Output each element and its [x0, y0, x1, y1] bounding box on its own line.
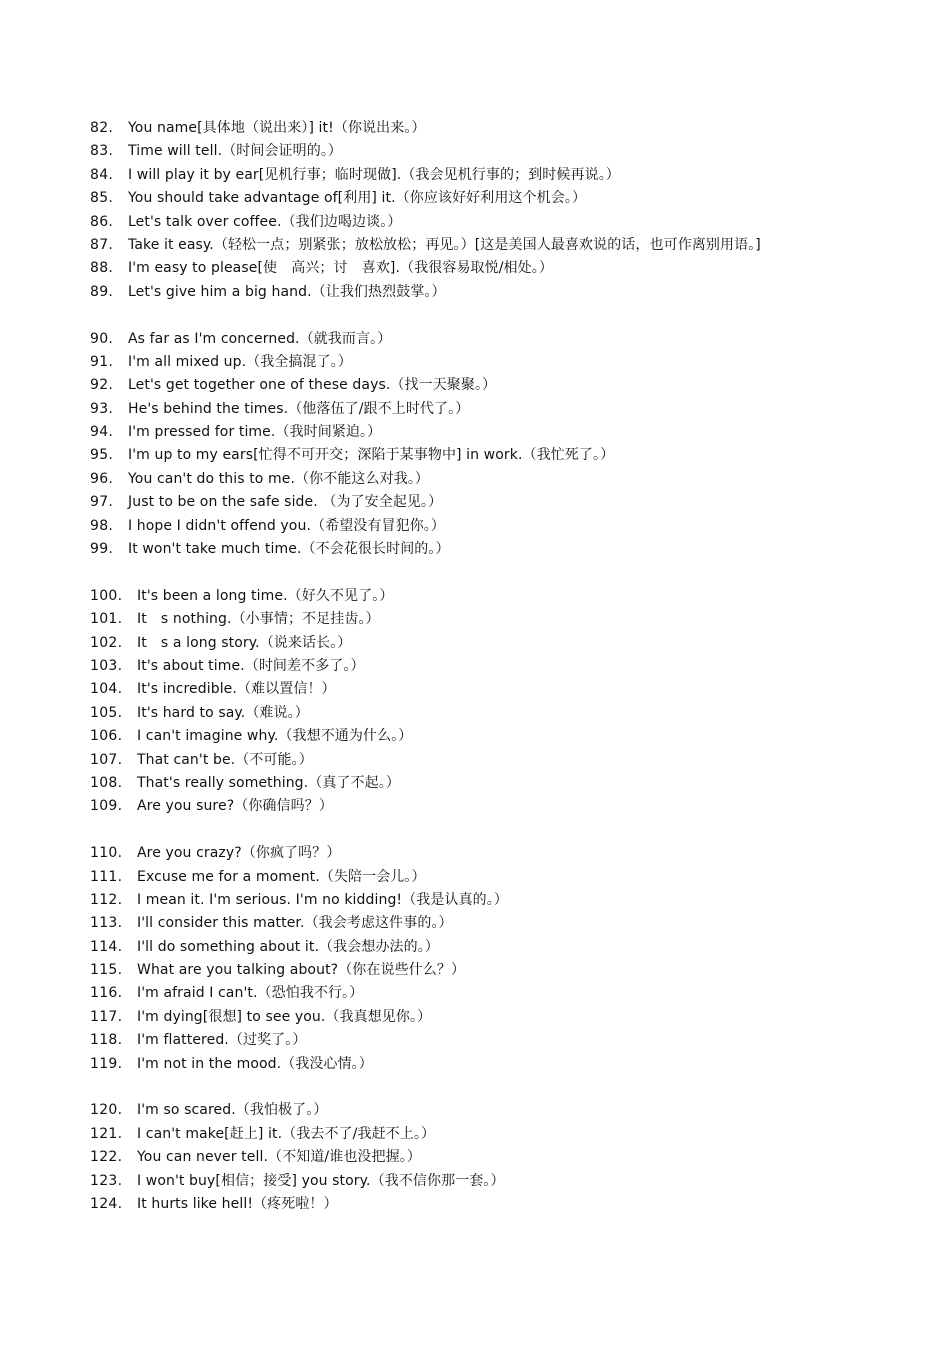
- phrase-number: 114.: [90, 938, 123, 955]
- phrase-item: [90, 632, 930, 655]
- phrase-text: Are you crazy?（你疯了吗？）: [137, 845, 341, 862]
- phrase-item: [90, 585, 930, 608]
- phrase-number: 88.: [90, 260, 114, 277]
- phrase-number: 120.: [90, 1102, 123, 1119]
- phrase-number: 104.: [90, 681, 123, 698]
- phrase-number: 119.: [90, 1055, 123, 1072]
- phrase-text: It s nothing.（小事情；不足挂齿。）: [137, 611, 380, 628]
- phrase-number: 124.: [90, 1195, 123, 1212]
- phrase-text: It's about time.（时间差不多了。）: [137, 657, 365, 674]
- phrase-group: [90, 842, 930, 1076]
- phrase-text: It's been a long time.（好久不见了。）: [137, 587, 394, 604]
- phrase-text: It's incredible.（难以置信！）: [137, 681, 336, 698]
- phrase-number: 97.: [90, 494, 114, 511]
- phrase-text: Time will tell.（时间会证明的。）: [128, 143, 343, 160]
- phrase-item: [90, 234, 930, 257]
- phrase-group: [90, 585, 930, 819]
- phrase-item: [90, 1029, 930, 1052]
- phrase-number: 94.: [90, 424, 114, 441]
- phrase-number: 107.: [90, 751, 123, 768]
- phrase-group: [90, 1099, 930, 1216]
- phrase-item: [90, 328, 930, 351]
- phrase-text: I'm easy to please[使 高兴；讨 喜欢].（我很容易取悦/相处。）: [128, 260, 553, 277]
- phrase-text: I'm not in the mood.（我没心情。）: [137, 1055, 373, 1072]
- phrase-text: It's hard to say.（难说。）: [137, 704, 309, 721]
- phrase-item: [90, 187, 930, 210]
- phrase-item: [90, 889, 930, 912]
- phrase-number: 91.: [90, 353, 114, 370]
- phrase-text: That's really something.（真了不起。）: [137, 774, 400, 791]
- phrase-text: I'm all mixed up.（我全搞混了。）: [128, 353, 352, 370]
- phrase-text: What are you talking about?（你在说些什么？）: [137, 962, 466, 979]
- phrase-number: 118.: [90, 1032, 123, 1049]
- phrase-number: 102.: [90, 634, 123, 651]
- phrase-item: [90, 725, 930, 748]
- phrase-number: 87.: [90, 236, 114, 253]
- phrase-number: 90.: [90, 330, 114, 347]
- phrase-item: [90, 164, 930, 187]
- phrase-item: [90, 959, 930, 982]
- phrase-text: You can never tell.（不知道/谁也没把握。）: [137, 1149, 421, 1166]
- phrase-number: 89.: [90, 283, 114, 300]
- phrase-item: [90, 374, 930, 397]
- phrase-text: As far as I'm concerned.（就我而言。）: [128, 330, 392, 347]
- phrase-item: [90, 749, 930, 772]
- phrase-item: [90, 1053, 930, 1076]
- phrase-group: [90, 328, 930, 562]
- phrase-number: 105.: [90, 704, 123, 721]
- phrase-item: [90, 444, 930, 467]
- phrase-number: 111.: [90, 868, 123, 885]
- phrase-item: [90, 351, 930, 374]
- phrase-text: I'm dying[很想] to see you.（我真想见你。）: [137, 1008, 432, 1025]
- phrase-number: 101.: [90, 611, 123, 628]
- phrase-text: You can't do this to me.（你不能这么对我。）: [128, 470, 430, 487]
- phrase-item: [90, 211, 930, 234]
- phrase-number: 84.: [90, 166, 114, 183]
- phrase-number: 85.: [90, 190, 114, 207]
- phrase-text: Just to be on the safe side. （为了安全起见。）: [128, 494, 443, 511]
- phrase-number: 106.: [90, 728, 123, 745]
- phrase-text: It s a long story.（说来话长。）: [137, 634, 352, 651]
- phrase-item: [90, 1123, 930, 1146]
- phrase-item: [90, 936, 930, 959]
- phrase-text: You should take advantage of[利用] it.（你应该好好利用这个机会。）: [128, 190, 587, 207]
- phrase-text: That can't be.（不可能。）: [137, 751, 313, 768]
- phrase-text: I can't imagine why.（我想不通为什么。）: [137, 728, 413, 745]
- phrase-item: [90, 538, 930, 561]
- phrase-item: [90, 678, 930, 701]
- phrase-number: 100.: [90, 587, 123, 604]
- phrase-number: 116.: [90, 985, 123, 1002]
- phrase-item: [90, 491, 930, 514]
- phrase-text: I'm up to my ears[忙得不可开交；深陷于某事物中] in work.（我忙死了。）: [128, 447, 615, 464]
- phrase-number: 98.: [90, 517, 114, 534]
- phrase-item: [90, 866, 930, 889]
- phrase-item: [90, 982, 930, 1005]
- phrase-number: 112.: [90, 891, 123, 908]
- phrase-number: 115.: [90, 962, 123, 979]
- phrase-group: [90, 117, 930, 304]
- phrase-number: 95.: [90, 447, 114, 464]
- phrase-number: 110.: [90, 845, 123, 862]
- phrase-item: [90, 421, 930, 444]
- phrase-text: Take it easy.（轻松一点；别紧张；放松放松；再见。）[这是美国人最喜欢说的话，也可作离别用语。]: [128, 236, 761, 253]
- phrase-item: [90, 257, 930, 280]
- phrase-text: Let's talk over coffee.（我们边喝边谈。）: [128, 213, 402, 230]
- phrase-number: 113.: [90, 915, 123, 932]
- phrase-item: [90, 795, 930, 818]
- phrase-text: I'm flattered.（过奖了。）: [137, 1032, 307, 1049]
- phrase-text: I won't buy[相信；接受] you story.（我不信你那一套。）: [137, 1172, 505, 1189]
- phrase-item: [90, 117, 930, 140]
- phrase-item: [90, 702, 930, 725]
- phrase-text: Let's get together one of these days.（找一天聚聚。）: [128, 377, 497, 394]
- phrase-text: Let's give him a big hand.（让我们热烈鼓掌。）: [128, 283, 446, 300]
- phrase-number: 123.: [90, 1172, 123, 1189]
- phrase-item: [90, 1193, 930, 1216]
- phrase-text: I hope I didn't offend you.（希望没有冒犯你。）: [128, 517, 445, 534]
- phrase-item: [90, 655, 930, 678]
- phrase-number: 92.: [90, 377, 114, 394]
- phrase-text: I'll consider this matter.（我会考虑这件事的。）: [137, 915, 453, 932]
- phrase-number: 103.: [90, 657, 123, 674]
- phrase-text: It won't take much time.（不会花很长时间的。）: [128, 541, 450, 558]
- phrase-text: He's behind the times.（他落伍了/跟不上时代了。）: [128, 400, 470, 417]
- phrase-item: [90, 1170, 930, 1193]
- phrase-text: I can't make[赶上] it.（我去不了/我赶不上。）: [137, 1125, 436, 1142]
- phrase-number: 82.: [90, 120, 114, 136]
- phrase-text: You name[具体地（说出来）] it!（你说出来。）: [128, 120, 426, 136]
- phrase-number: 99.: [90, 541, 114, 558]
- phrase-item: [90, 468, 930, 491]
- phrase-number: 108.: [90, 774, 123, 791]
- phrase-text: Excuse me for a moment.（失陪一会儿。）: [137, 868, 426, 885]
- phrase-item: [90, 1006, 930, 1029]
- phrase-document: [90, 117, 930, 1216]
- phrase-item: [90, 608, 930, 631]
- phrase-number: 109.: [90, 798, 123, 815]
- phrase-number: 96.: [90, 470, 114, 487]
- phrase-item: [90, 281, 930, 304]
- phrase-text: Are you sure?（你确信吗？）: [137, 798, 333, 815]
- phrase-number: 121.: [90, 1125, 123, 1142]
- phrase-item: [90, 912, 930, 935]
- phrase-text: I mean it. I'm serious. I'm no kidding!（我是认真的。）: [137, 891, 508, 908]
- phrase-text: I'll do something about it.（我会想办法的。）: [137, 938, 439, 955]
- phrase-text: I'm pressed for time.（我时间紧迫。）: [128, 424, 382, 441]
- phrase-number: 122.: [90, 1149, 123, 1166]
- phrase-item: [90, 140, 930, 163]
- phrase-number: 117.: [90, 1008, 123, 1025]
- phrase-item: [90, 772, 930, 795]
- phrase-text: I'm afraid I can't.（恐怕我不行。）: [137, 985, 364, 1002]
- phrase-text: It hurts like hell!（疼死啦！）: [137, 1195, 338, 1212]
- phrase-text: I will play it by ear[见机行事；临时现做].（我会见机行事的；到时候再说。）: [128, 166, 620, 183]
- phrase-number: 83.: [90, 143, 114, 160]
- phrase-item: [90, 398, 930, 421]
- phrase-item: [90, 1146, 930, 1169]
- phrase-text: I'm so scared.（我怕极了。）: [137, 1102, 328, 1119]
- phrase-item: [90, 515, 930, 538]
- phrase-number: 93.: [90, 400, 114, 417]
- phrase-number: 86.: [90, 213, 114, 230]
- phrase-item: [90, 842, 930, 865]
- phrase-item: [90, 1099, 930, 1122]
